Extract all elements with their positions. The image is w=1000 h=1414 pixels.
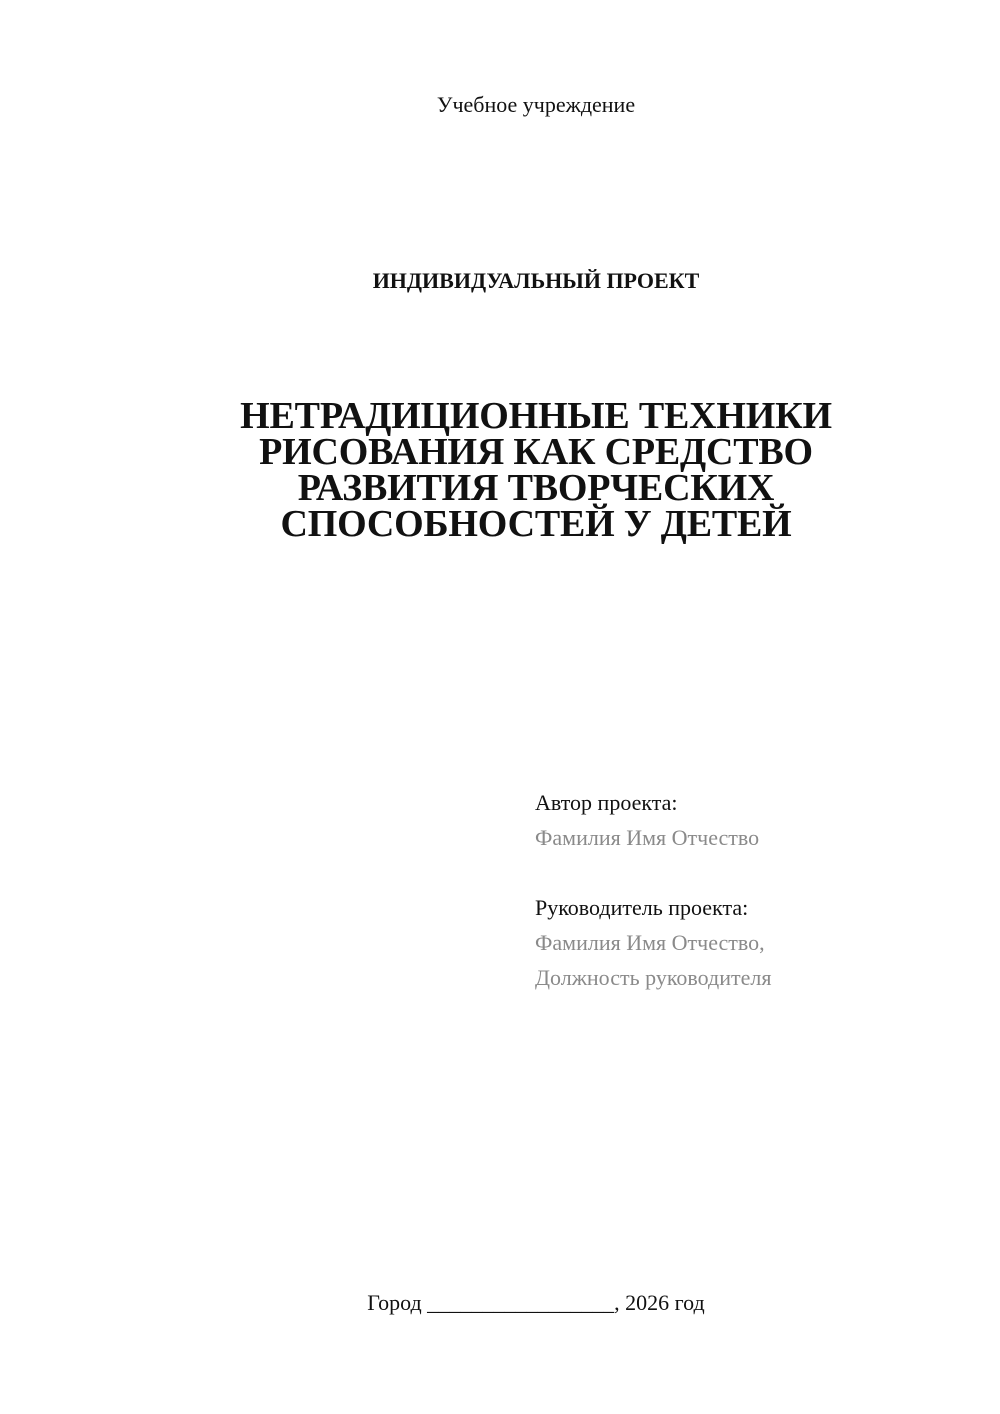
- project-type-heading: ИНДИВИДУАЛЬНЫЙ ПРОЕКТ: [372, 268, 700, 293]
- supervisor-block: [535, 890, 975, 995]
- city-year-line: Город _________________, 2026 год: [367, 1290, 705, 1315]
- project-title-line: СПОСОБНОСТЕЙ У ДЕТЕЙ: [280, 503, 792, 545]
- author-block: [535, 785, 975, 855]
- project-title: [200, 395, 872, 545]
- author-label: Автор проекта:: [535, 790, 678, 815]
- project-title-line: НЕТРАДИЦИОННЫЕ ТЕХНИКИ: [240, 395, 832, 437]
- institution-name: Учебное учреждение: [436, 92, 636, 117]
- project-title-line: РИСОВАНИЯ КАК СРЕДСТВО: [259, 431, 813, 473]
- project-title-line: РАЗВИТИЯ ТВОРЧЕСКИХ: [297, 467, 775, 509]
- supervisor-position-placeholder: Должность руководителя: [535, 965, 772, 990]
- author-name-placeholder: Фамилия Имя Отчество: [535, 825, 760, 850]
- supervisor-name-placeholder: Фамилия Имя Отчество,: [535, 930, 765, 955]
- supervisor-label: Руководитель проекта:: [535, 895, 749, 920]
